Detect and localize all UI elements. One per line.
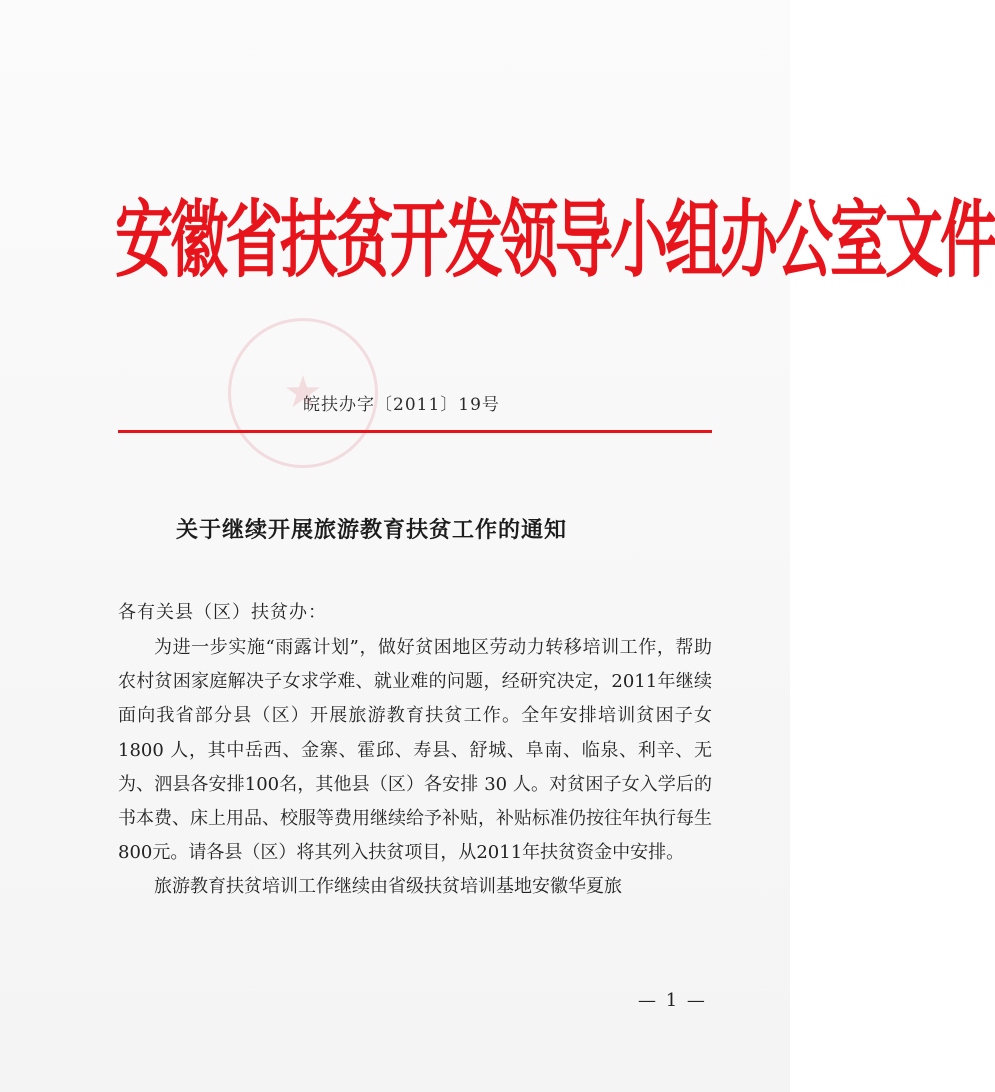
seal-star-icon: ★	[283, 367, 323, 418]
notice-title: 关于继续开展旅游教育扶贫工作的通知	[176, 517, 568, 543]
body-paragraph: 为进一步实施“雨露计划”，做好贫困地区劳动力转移培训工作，帮助农村贫困家庭解决子女求学难、就业难的问题，经研究决定，2011年继续面向我省部分县（区）开展旅游教育扶贫工作。全年安排培训贫困子女 1800 人，其中岳西、金寨、霍邱、寿县、舒城、阜南、临泉、利辛、无为、泗县各安排100名，其他县（区）各安排 30 人。对贫困子女入学后的书本费、床上用品、校服等费用继续给予补贴，补贴标准仍按往年执行每生 800元。请各县（区）将其列入扶贫项目，从2011年扶贫资金中安排。	[118, 637, 712, 864]
red-header-title: 安徽省扶贫开发领导小组办公室文件	[115, 190, 995, 290]
document-number: 皖扶办字〔2011〕19号	[303, 395, 500, 415]
page-number: — 1 —	[638, 990, 707, 1011]
body-text	[118, 631, 712, 905]
salutation: 各有关县（区）扶贫办：	[118, 602, 327, 623]
body-paragraph: 旅游教育扶贫培训工作继续由省级扶贫培训基地安徽华夏旅	[154, 876, 622, 898]
red-divider-line	[118, 430, 712, 433]
